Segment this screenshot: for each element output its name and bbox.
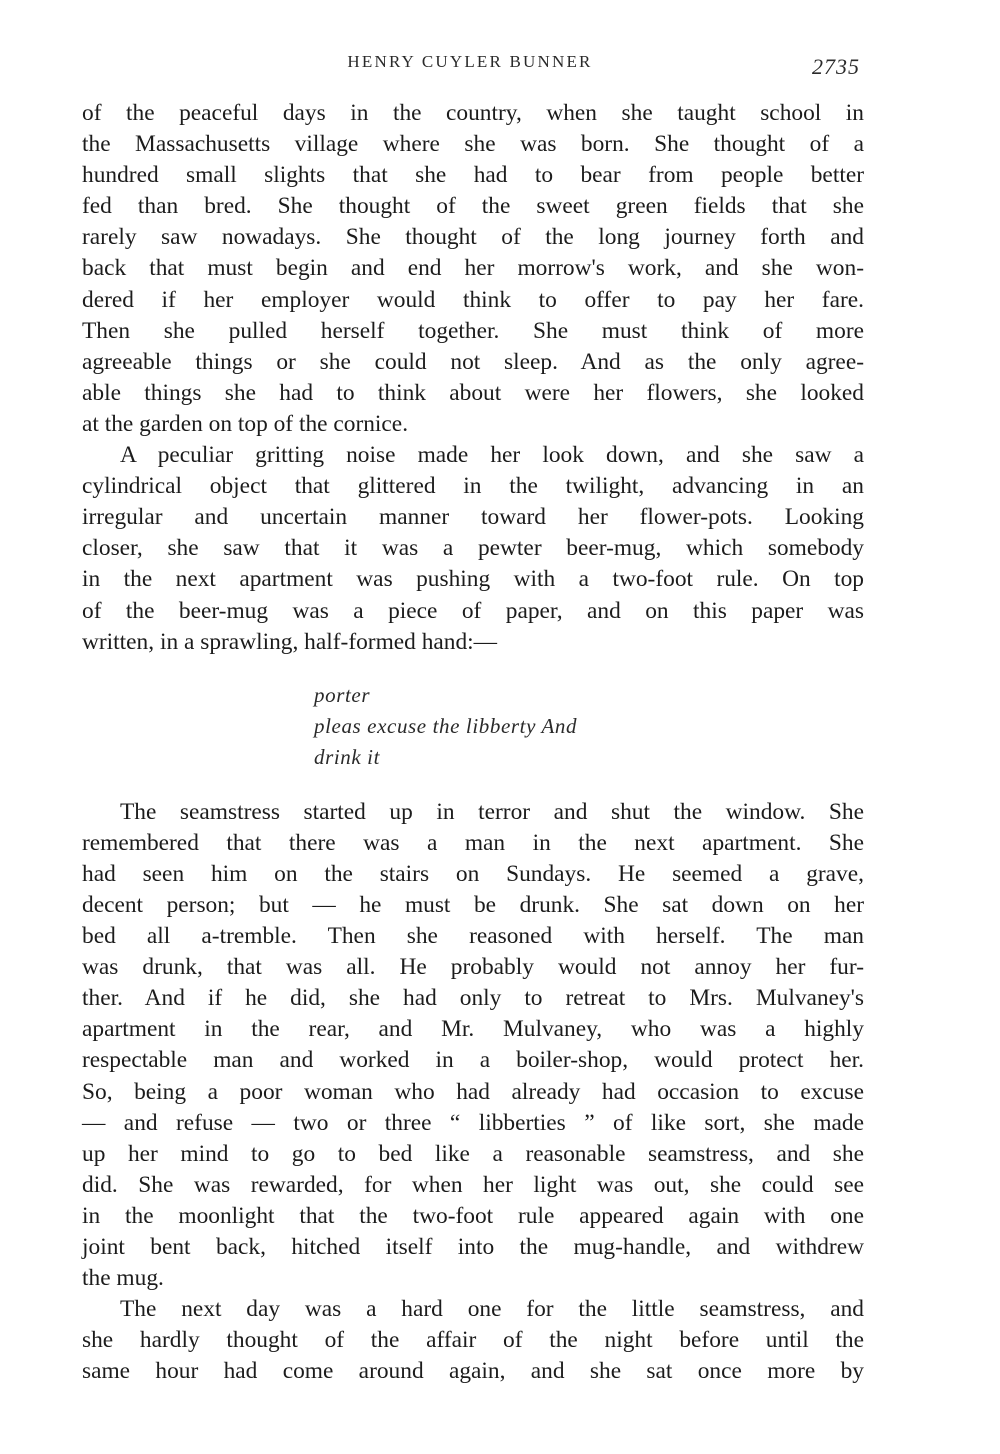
text-line: Then she pulled herself together. She must think of more	[82, 317, 864, 344]
note-line: pleas excuse the libberty And	[314, 713, 578, 738]
text-line: joint bent back, hitched itself into the mug-handle, and withdrew	[82, 1234, 864, 1260]
text-line: agreeable things or she could not sleep. And as the only agree-	[82, 348, 864, 375]
text-line: of the peaceful days in the country, when she taught school in	[82, 100, 864, 126]
paragraph-4	[82, 1294, 864, 1387]
paragraph-2	[82, 440, 864, 658]
text-line: rarely saw nowadays. She thought of the long journey forth and	[82, 224, 864, 251]
text-line: decent person; but — he must be drunk. She sat down on her	[82, 891, 864, 918]
note-line: drink it	[314, 744, 381, 769]
text-line: bed all a-tremble. Then she reasoned with herself. The man	[82, 923, 864, 950]
text-line: had seen him on the stairs on Sundays. He seemed a grave,	[82, 860, 864, 887]
body-text	[82, 98, 864, 1387]
text-line: — and refuse — two or three “ libberties ” of like sort, she made	[82, 1109, 864, 1136]
note-line: porter	[314, 682, 371, 707]
text-line: was drunk, that was all. He probably would not annoy her fur-	[82, 954, 864, 981]
text-line: she hardly thought of the affair of the night before until the	[82, 1327, 864, 1354]
text-line: fed than bred. She thought of the sweet green fields that she	[82, 193, 864, 220]
text-line: hundred small slights that she had to bear from people better	[82, 162, 864, 189]
text-line: of the beer-mug was a piece of paper, and on this paper was	[82, 597, 864, 624]
running-title: HENRY CUYLER BUNNER	[347, 52, 593, 71]
text-line: at the garden on top of the cornice.	[82, 410, 409, 437]
text-line: written, in a sprawling, half-formed hand:—	[82, 628, 498, 655]
text-line: The next day was a hard one for the little seamstress, and	[120, 1296, 864, 1323]
text-line: So, being a poor woman who had already had occasion to excuse	[82, 1078, 864, 1105]
text-line: respectable man and worked in a boiler-shop, would protect her.	[82, 1047, 864, 1074]
text-line: in the moonlight that the two-foot rule appeared again with one	[82, 1202, 864, 1229]
text-line: irregular and uncertain manner toward her flower-pots. Looking	[82, 504, 864, 531]
text-line: able things she had to think about were her flowers, she looked	[82, 379, 864, 406]
text-line: cylindrical object that glittered in the twilight, advancing in an	[82, 473, 864, 500]
text-line: closer, she saw that it was a pewter beer-mug, which somebody	[82, 535, 864, 562]
text-line: same hour had come around again, and she sat once more by	[82, 1358, 864, 1385]
handwritten-note	[314, 680, 864, 773]
text-line: did. She was rewarded, for when her light was out, she could see	[82, 1171, 864, 1198]
text-line: A peculiar gritting noise made her look down, and she saw a	[120, 442, 864, 469]
paragraph-1	[82, 98, 864, 440]
text-line: in the next apartment was pushing with a two-foot rule. On top	[82, 566, 864, 593]
text-line: apartment in the rear, and Mr. Mulvaney, who was a highly	[82, 1016, 864, 1043]
text-line: ther. And if he did, she had only to retreat to Mrs. Mulvaney's	[82, 985, 864, 1012]
page-number: 2735	[812, 54, 860, 79]
text-line: remembered that there was a man in the next apartment. She	[82, 829, 864, 856]
text-line: up her mind to go to bed like a reasonable seamstress, and she	[82, 1140, 864, 1167]
paragraph-3	[82, 797, 864, 1295]
text-line: back that must begin and end her morrow's work, and she won-	[82, 255, 864, 282]
text-line: dered if her employer would think to offer to pay her fare.	[82, 286, 864, 313]
text-line: the Massachusetts village where she was born. She thought of a	[82, 131, 864, 158]
text-line: The seamstress started up in terror and shut the window. She	[120, 798, 864, 825]
text-line: the mug.	[82, 1265, 164, 1292]
